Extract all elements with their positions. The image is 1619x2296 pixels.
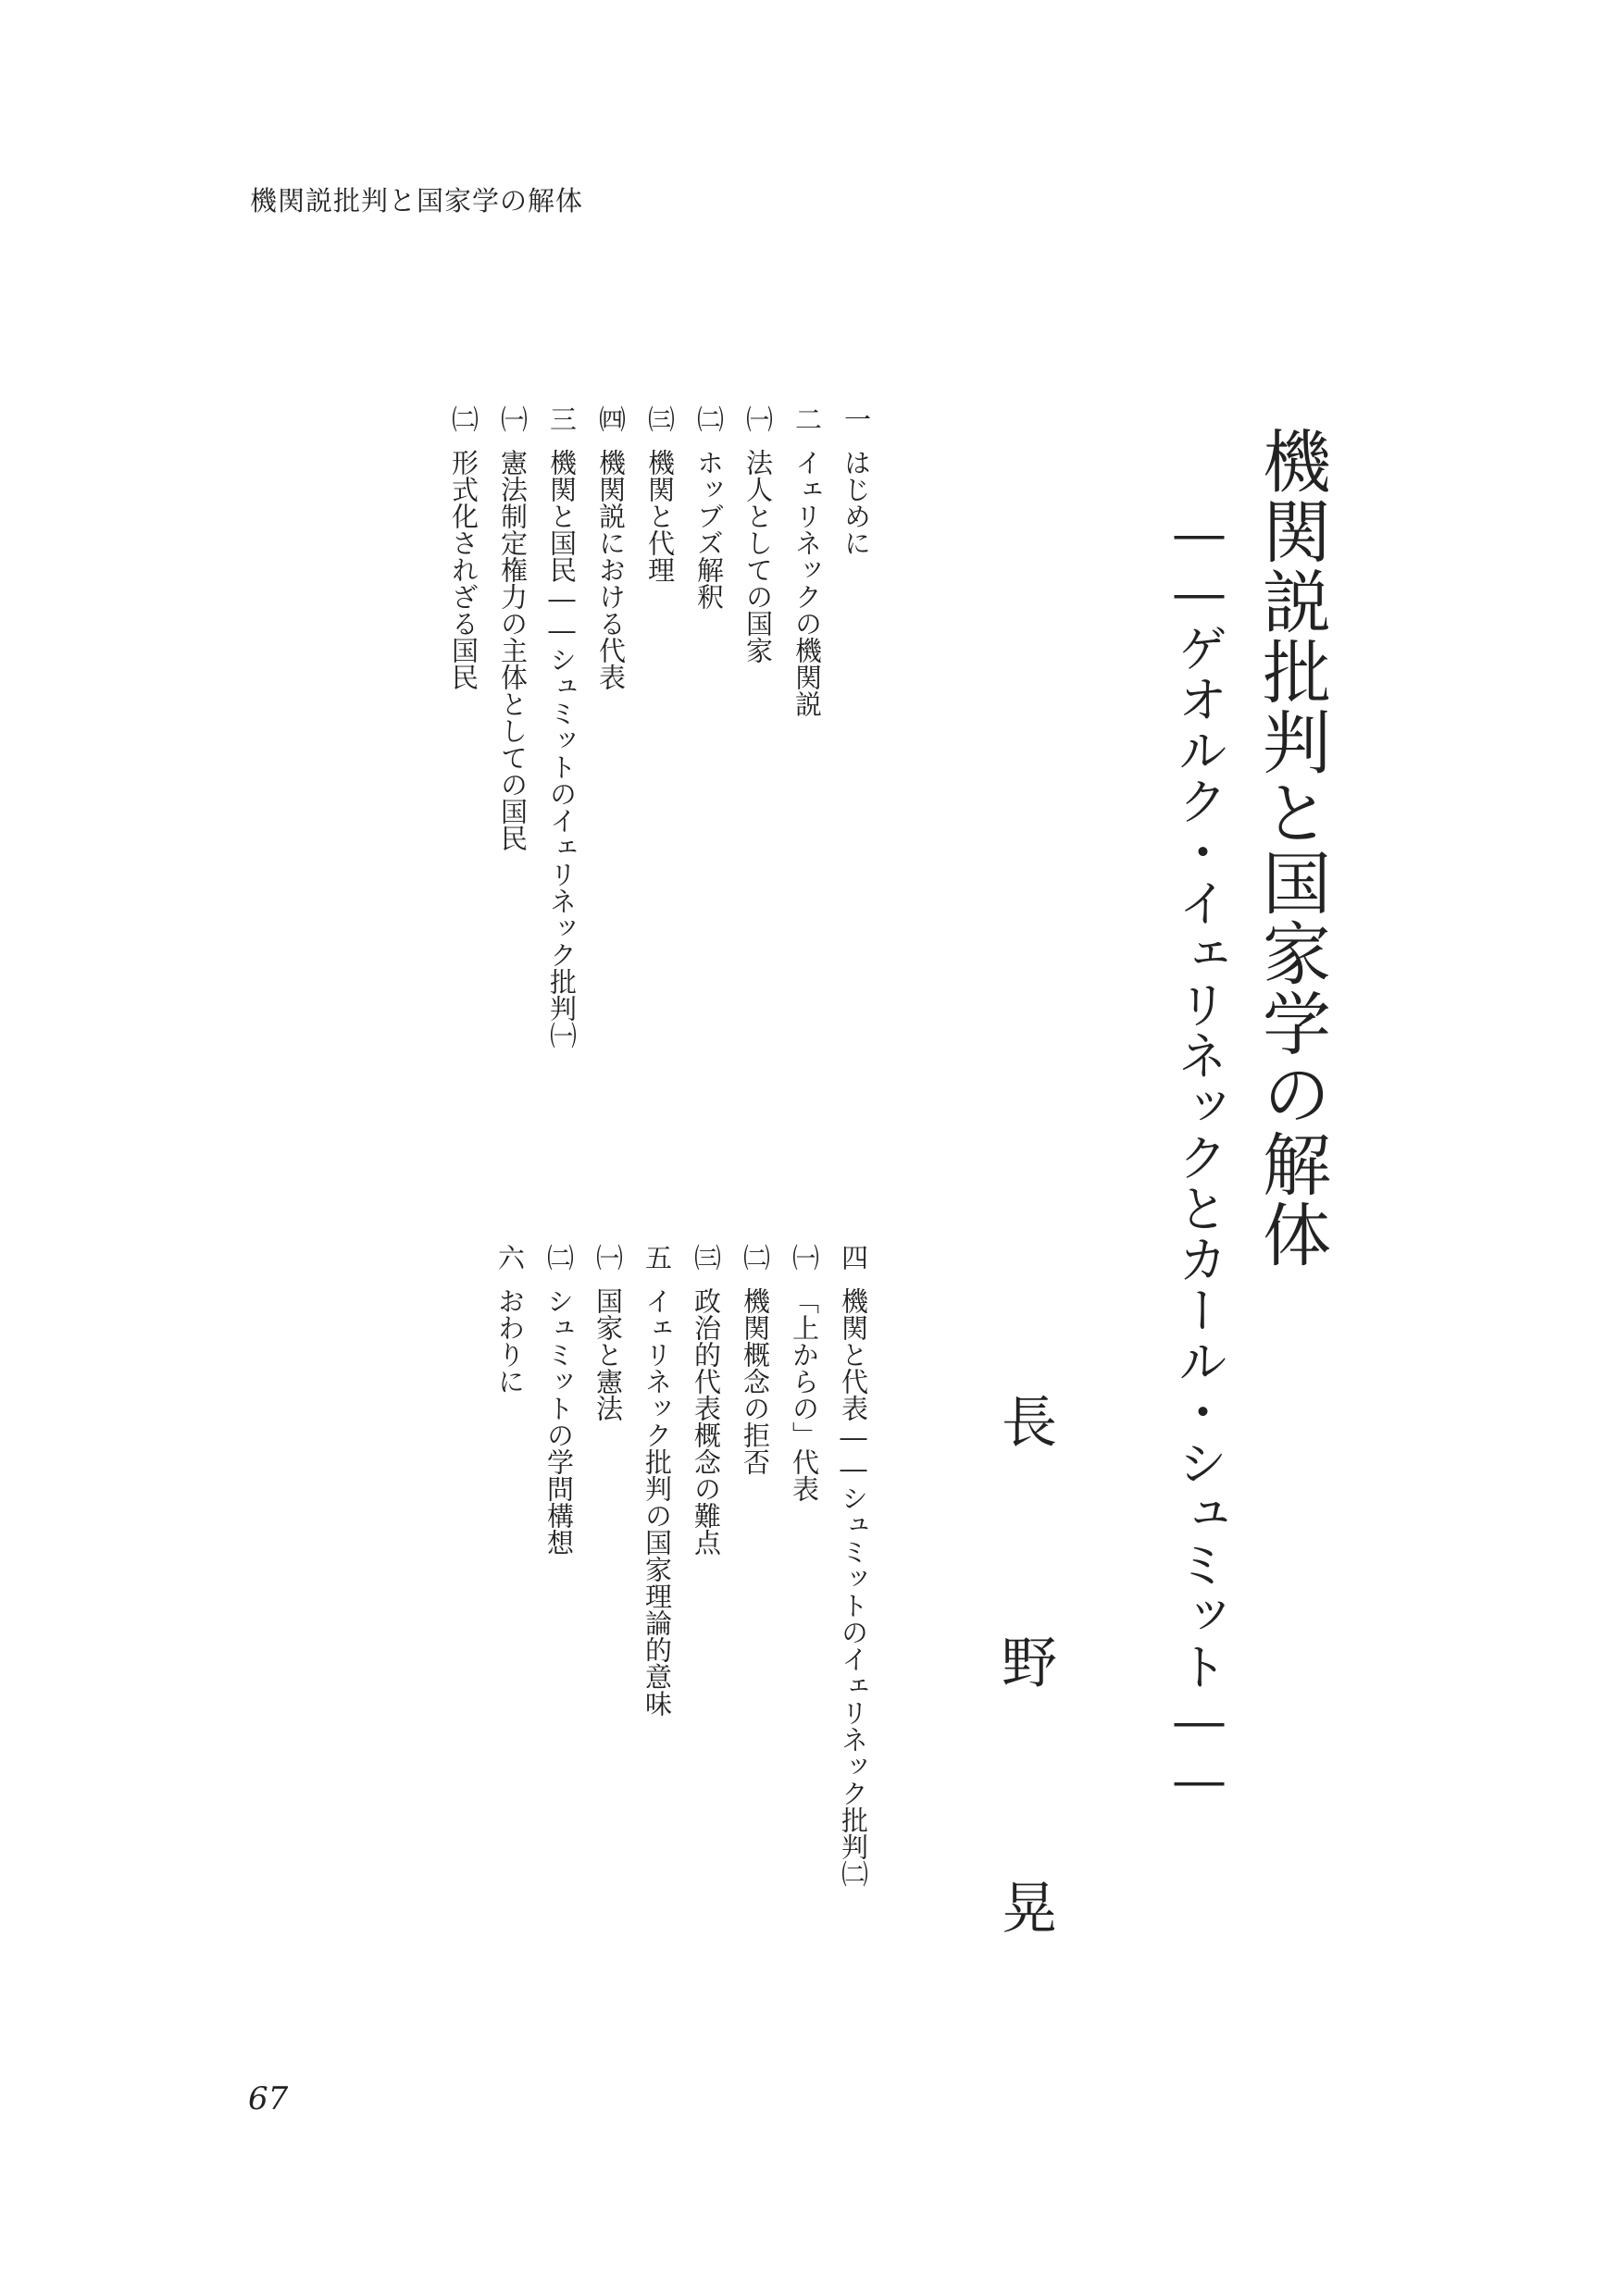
page-number: 67 [248, 2080, 289, 2117]
toc-item [641, 1244, 673, 1887]
toc-number: 一 [841, 405, 872, 432]
toc-text: 機関と代表――シュミットのイェリネック批判㈡ [838, 1287, 869, 1887]
toc-text: 機関と国民――シュミットのイェリネック批判㈠ [546, 449, 578, 1049]
author-char-3: 晃 [1002, 1877, 1057, 1942]
toc-text: 機関と代理 [644, 449, 676, 583]
toc-item [691, 1244, 722, 1887]
toc-item [497, 405, 529, 1049]
table-of-contents-part-1 [448, 405, 872, 1049]
toc-text: 機関説における代表 [595, 449, 627, 690]
table-of-contents-part-2 [494, 1244, 869, 1887]
toc-text: 機関概念の拒否 [740, 1287, 771, 1475]
toc-number: 六 [494, 1244, 526, 1271]
toc-number: 五 [641, 1244, 673, 1271]
article-title: 機関説批判と国家学の解体 [1252, 426, 1331, 1270]
toc-item [592, 1244, 624, 1887]
toc-text: おわりに [494, 1287, 526, 1395]
toc-item [791, 405, 823, 1049]
article-subtitle: ――ゲオルク・イェリネックとカール・シュミット―― [1170, 504, 1228, 1810]
toc-number: ㈡ [543, 1244, 575, 1271]
toc-number: 四 [838, 1244, 869, 1271]
toc-text: イェリネックの機関説 [791, 449, 823, 717]
toc-number: 二 [791, 405, 823, 432]
toc-number: ㈠ [742, 405, 774, 432]
toc-number: ㈢ [691, 1244, 722, 1271]
toc-text: 国家と憲法 [592, 1287, 624, 1421]
toc-number: 三 [546, 405, 578, 432]
toc-text: 「上からの」代表 [789, 1287, 820, 1502]
toc-text: はじめに [841, 449, 872, 556]
author-char-2: 野 [1002, 1632, 1057, 1696]
toc-text: 法人としての国家 [742, 449, 774, 664]
toc-item [742, 405, 774, 1049]
toc-number: ㈡ [693, 405, 725, 432]
toc-number: ㈠ [592, 1244, 624, 1271]
toc-text: イェリネック批判の国家理論的意味 [641, 1287, 673, 1717]
author-char-1: 長 [1002, 1391, 1057, 1456]
toc-item [543, 1244, 575, 1887]
toc-text: 政治的代表概念の難点 [691, 1287, 722, 1556]
toc-item [450, 405, 477, 1049]
toc-item [595, 405, 627, 1049]
toc-text: 形式化されざる国民 [448, 449, 479, 690]
toc-number: ㈢ [644, 405, 676, 432]
toc-item [789, 1244, 820, 1887]
toc-item [841, 405, 872, 1049]
toc-number: ㈠ [497, 405, 529, 432]
toc-number: ㈣ [595, 405, 627, 432]
running-head: 機関説批判と国家学の解体 [250, 185, 584, 217]
toc-item [546, 405, 578, 1049]
toc-number: ㈡ [740, 1244, 771, 1271]
toc-text: シュミットの学問構想 [543, 1287, 575, 1556]
toc-item [838, 1244, 869, 1887]
toc-item [693, 405, 725, 1049]
toc-item [494, 1244, 526, 1887]
toc-text: 憲法制定権力の主体としての国民 [497, 449, 529, 851]
toc-number: ㈡ [448, 405, 479, 432]
toc-item [644, 405, 676, 1049]
toc-item [740, 1244, 771, 1887]
toc-number: ㈠ [789, 1244, 820, 1271]
toc-text: ホッブズ解釈 [693, 449, 725, 610]
